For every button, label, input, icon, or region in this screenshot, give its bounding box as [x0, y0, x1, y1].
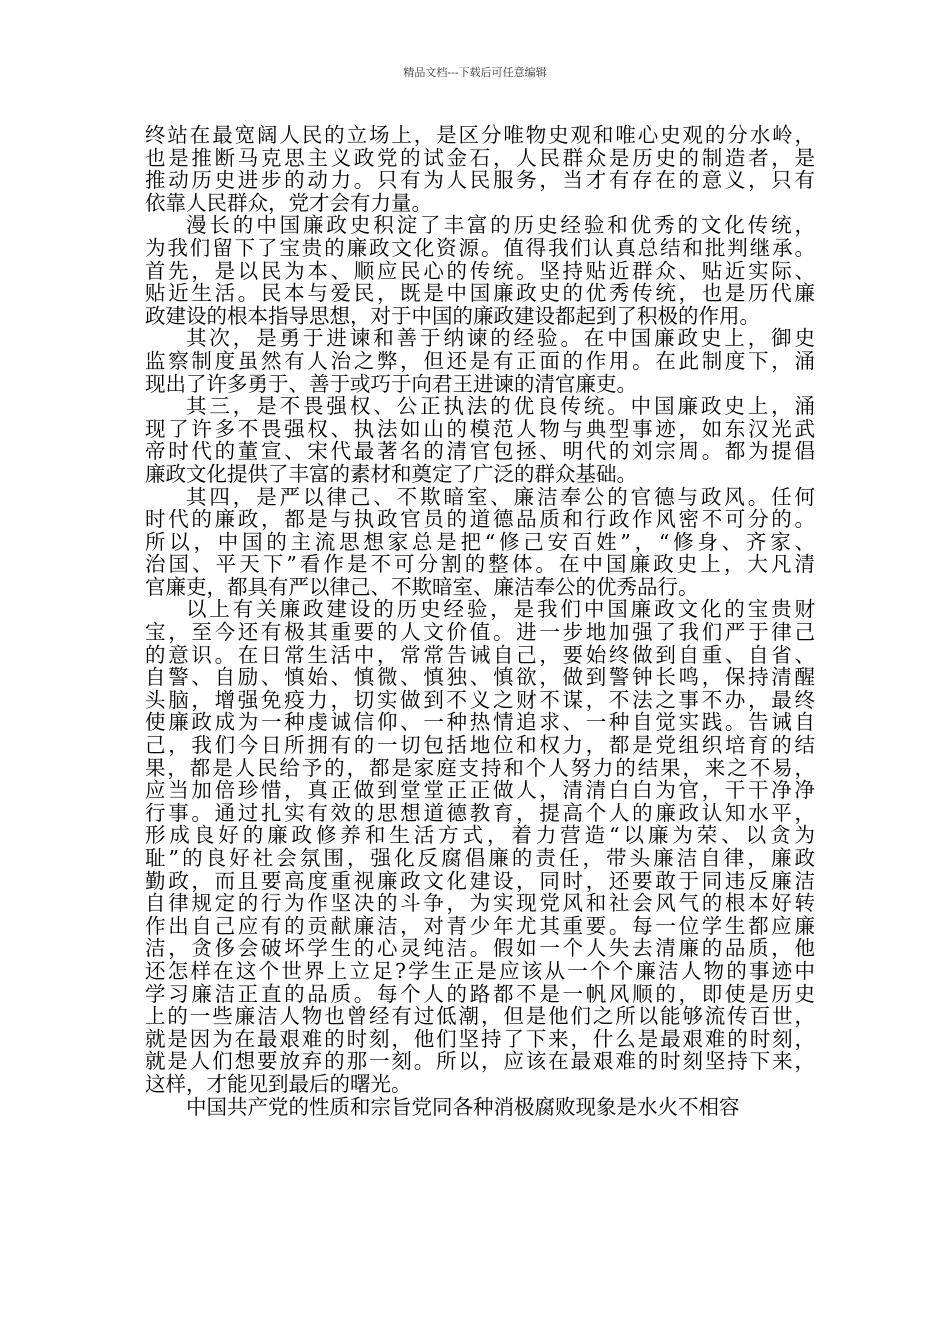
text-line: 首先，是以民为本、顺应民心的传统。坚持贴近群众、贴近实际、	[145, 259, 815, 283]
text-line: 其三，是不畏强权、公正执法的优良传统。中国廉政史上，涌	[186, 395, 815, 418]
text-line: 就是因为在最艰难的时刻，他们坚持了下来，什么是最艰难的时刻，	[145, 1027, 815, 1051]
text-line: 洁，贪侈会破坏学生的心灵纯洁。假如一个人失去清廉的品质，他	[145, 937, 815, 960]
text-line: 时代的廉政，都是与执政官员的道德品质和行政作风密不可分的。	[145, 508, 815, 531]
text-line: 治国、平天下”看作是不可分割的整体。在中国廉政史上，大凡清	[145, 553, 815, 576]
text-line: 行事。通过扎实有效的思想道德教育，提高个人的廉政认知水平，	[145, 801, 815, 825]
paragraph-2	[145, 214, 815, 327]
text-line: 漫长的中国廉政史积淀了丰富的历史经验和优秀的文化传统，	[186, 214, 815, 237]
text-line: 这样，才能见到最后的曙光。	[145, 1072, 412, 1096]
text-line: 宝，至今还有极其重要的人文价值。进一步地加强了我们严于律己	[145, 621, 815, 644]
paragraph-5	[145, 486, 815, 599]
paragraph-4	[145, 395, 815, 485]
text-line: 自警、自励、慎始、慎微、慎独、慎欲，做到警钟长鸣，保持清醒	[145, 666, 815, 689]
text-line: 勤政，而且要高度重视廉政文化建设，同时，还要敢于同违反廉洁	[145, 869, 815, 893]
text-line: 使廉政成为一种虔诚信仰、一种热情追求、一种自觉实践。告诫自	[145, 711, 815, 735]
text-line: 头脑，增强免疫力，切实做到不义之财不谋，不法之事不办，最终	[145, 688, 815, 712]
text-line: 现出了许多勇于、善于或巧于向君王进谏的清官廉吏。	[145, 372, 637, 396]
text-line: 监察制度虽然有人治之弊，但还是有正面的作用。在此制度下，涌	[145, 349, 815, 373]
text-line: 政建设的根本指导思想，对于中国的廉政建设都起到了积极的作用。	[145, 304, 760, 328]
text-line: 就是人们想要放弃的那一刻。所以，应该在最艰难的时刻坚持下来，	[145, 1050, 815, 1073]
text-line: 应当加倍珍惜，真正做到堂堂正正做人，清清白白为官，干干净净	[145, 779, 815, 802]
text-line: 推动历史进步的动力。只有为人民服务，当才有存在的意义，只有	[145, 169, 815, 192]
text-line: 贴近生活。民本与爱民，既是中国廉政史的优秀传统，也是历代廉	[145, 282, 815, 305]
text-line: 依靠人民群众，党才会有力量。	[145, 191, 432, 215]
text-line: 帝时代的董宣、宋代最著名的清官包拯、明代的刘宗周。都为提倡	[145, 440, 815, 463]
text-line: 上的一些廉洁人物也曾经有过低潮，但是他们之所以能够流传百世，	[145, 1005, 815, 1028]
text-line: 其四，是严以律己、不欺暗室、廉洁奉公的官德与政风。任何	[186, 485, 815, 509]
text-line: 自律规定的行为作坚决的斗争，为实现党风和社会风气的根本好转	[145, 892, 815, 915]
text-line: 为我们留下了宝贵的廉政文化资源。值得我们认真总结和批判继承。	[145, 236, 815, 260]
document-body	[145, 124, 815, 1118]
text-line: 形成良好的廉政修养和生活方式，着力营造“以廉为荣、以贪为	[145, 824, 815, 847]
page-header: 精品文档---下载后可任意编辑	[403, 66, 547, 79]
paragraph-3	[145, 327, 815, 395]
text-line: 也是推断马克思主义政党的试金石，人民群众是历史的制造者，是	[145, 146, 815, 170]
text-line: 所以，中国的主流思想家总是把“修己安百姓”，“修身、齐家、	[145, 530, 815, 554]
paragraph-1	[145, 124, 815, 214]
text-line: 中国共产党的性质和宗旨党同各种消极腐败现象是水火不相容	[186, 1095, 740, 1119]
text-line: 学习廉洁正直的品质。每个人的路都不是一帆风顺的，即使是历史	[145, 982, 815, 1006]
text-line: 终站在最宽阔人民的立场上，是区分唯物史观和唯心史观的分水岭，	[145, 124, 815, 147]
paragraph-7	[145, 1096, 815, 1119]
text-line: 果，都是人民给予的，都是家庭支持和个人努力的结果，来之不易，	[145, 756, 815, 780]
text-line: 廉政文化提供了丰富的素材和奠定了广泛的群众基础。	[145, 462, 637, 486]
text-line: 己，我们今日所拥有的一切包括地位和权力，都是党组织培育的结	[145, 734, 815, 757]
text-line: 耻”的良好社会氛围，强化反腐倡廉的责任，带头廉洁自律，廉政	[145, 847, 815, 870]
text-line: 其次，是勇于进谏和善于纳谏的经验。在中国廉政史上，御史	[186, 327, 815, 350]
text-line: 以上有关廉政建设的历史经验，是我们中国廉政文化的宝贵财	[186, 598, 815, 622]
text-line: 的意识。在日常生活中，常常告诫自己，要始终做到自重、自省、	[145, 643, 815, 667]
text-line: 还怎样在这个世界上立足?学生正是应该从一个个廉洁人物的事迹中	[145, 959, 815, 983]
text-line: 作出自己应有的贡献廉洁，对青少年尤其重要。每一位学生都应廉	[145, 914, 815, 938]
paragraph-6	[145, 598, 815, 1095]
text-line: 官廉吏，都具有严以律己、不欺暗室、廉洁奉公的优秀品行。	[145, 575, 699, 599]
text-line: 现了许多不畏强权、执法如山的模范人物与典型事迹，如东汉光武	[145, 417, 815, 441]
